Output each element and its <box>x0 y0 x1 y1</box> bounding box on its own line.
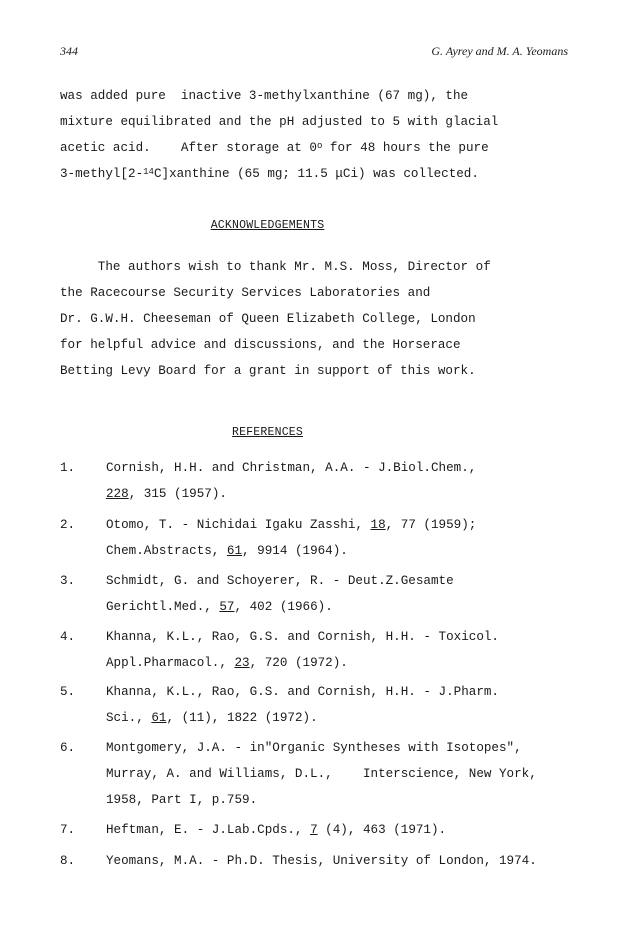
reference-number: 6. <box>60 741 76 755</box>
isotope-superscript: 14 <box>143 167 154 177</box>
ack-line: The authors wish to thank Mr. M.S. Moss, Director of <box>60 260 491 274</box>
body-text: acetic acid. After storage at 0 <box>60 141 317 155</box>
reference-text: Montgomery, J.A. - in"Organic Syntheses with Isotopes", <box>106 741 522 755</box>
running-head: G. Ayrey and M. A. Yeomans <box>431 44 568 58</box>
reference-volume: 61 <box>226 544 243 558</box>
reference-volume: 7 <box>310 823 318 837</box>
reference-text <box>106 822 446 838</box>
body-text: for 48 hours the pure <box>322 141 489 155</box>
reference-text-part: , 402 (1966). <box>234 600 333 614</box>
ack-line: the Racecourse Security Services Laboratories and <box>60 286 431 300</box>
body-line <box>60 88 468 104</box>
reference-text <box>106 710 318 726</box>
reference-text: Khanna, K.L., Rao, G.S. and Cornish, H.H. - Toxicol. <box>106 630 499 644</box>
body-line <box>60 140 489 157</box>
reference-text <box>106 599 333 615</box>
reference-text: Khanna, K.L., Rao, G.S. and Cornish, H.H. - J.Pharm. <box>106 685 499 699</box>
reference-text: Murray, A. and Williams, D.L., Interscience, New York, <box>106 767 537 781</box>
reference-volume: 61 <box>151 711 167 725</box>
reference-number: 1. <box>60 461 76 475</box>
body-text: 3-methyl[2- <box>60 167 144 181</box>
body-text: mixture equilibrated and the pH adjusted to 5 with glacial <box>60 115 499 129</box>
reference-text-part: Sci., <box>106 711 152 725</box>
reference-text-part: , 720 (1972). <box>249 656 348 670</box>
reference-number: 3. <box>60 574 76 588</box>
references-heading: REFERENCES <box>231 426 303 439</box>
acknowledgements-heading: ACKNOWLEDGEMENTS <box>210 219 325 232</box>
body-text: was added pure inactive 3-methylxanthine (67 mg), the <box>60 89 469 103</box>
reference-text-part: (4), 463 (1971). <box>317 823 447 837</box>
degree-superscript: o <box>316 141 323 151</box>
reference-number: 2. <box>60 518 76 532</box>
ack-line: Dr. G.W.H. Cheeseman of Queen Elizabeth College, London <box>60 312 476 326</box>
reference-number: 5. <box>60 685 76 699</box>
reference-text-part: , 9914 (1964). <box>242 544 348 558</box>
reference-text-part: Appl.Pharmacol., <box>106 656 235 670</box>
reference-text <box>106 486 227 502</box>
ack-line: Betting Levy Board for a grant in support of this work. <box>60 364 476 378</box>
reference-text-part: Otomo, T. - Nichidai Igaku Zasshi, <box>106 518 371 532</box>
reference-volume: 18 <box>370 518 386 532</box>
body-line <box>60 166 479 183</box>
reference-text <box>106 517 476 533</box>
ack-line: for helpful advice and discussions, and the Horserace <box>60 338 461 352</box>
reference-volume: 57 <box>219 600 235 614</box>
reference-text-part: , 315 (1957). <box>128 487 227 501</box>
reference-text: Cornish, H.H. and Christman, A.A. - J.Biol.Chem., <box>106 461 477 475</box>
reference-text <box>106 655 348 671</box>
reference-volume: 228 <box>106 487 129 501</box>
reference-text-part: Chem.Abstracts, <box>106 544 227 558</box>
reference-text: 1958, Part I, p.759. <box>106 793 258 807</box>
page-number: 344 <box>60 44 78 58</box>
reference-text: Yeomans, M.A. - Ph.D. Thesis, University of London, 1974. <box>106 854 537 868</box>
reference-text: Schmidt, G. and Schoyerer, R. - Deut.Z.Gesamte <box>106 574 454 588</box>
reference-text-part: , (11), 1822 (1972). <box>166 711 318 725</box>
body-line <box>60 114 498 130</box>
reference-text-part: Gerichtl.Med., <box>106 600 220 614</box>
reference-number: 4. <box>60 630 76 644</box>
reference-number: 7. <box>60 823 76 837</box>
reference-volume: 23 <box>234 656 250 670</box>
reference-number: 8. <box>60 854 76 868</box>
reference-text-part: Heftman, E. - J.Lab.Cpds., <box>106 823 311 837</box>
body-text: C]xanthine (65 mg; 11.5 μCi) was collected. <box>153 167 479 181</box>
reference-text-part: , 77 (1959); <box>385 518 477 532</box>
reference-text <box>106 543 348 559</box>
